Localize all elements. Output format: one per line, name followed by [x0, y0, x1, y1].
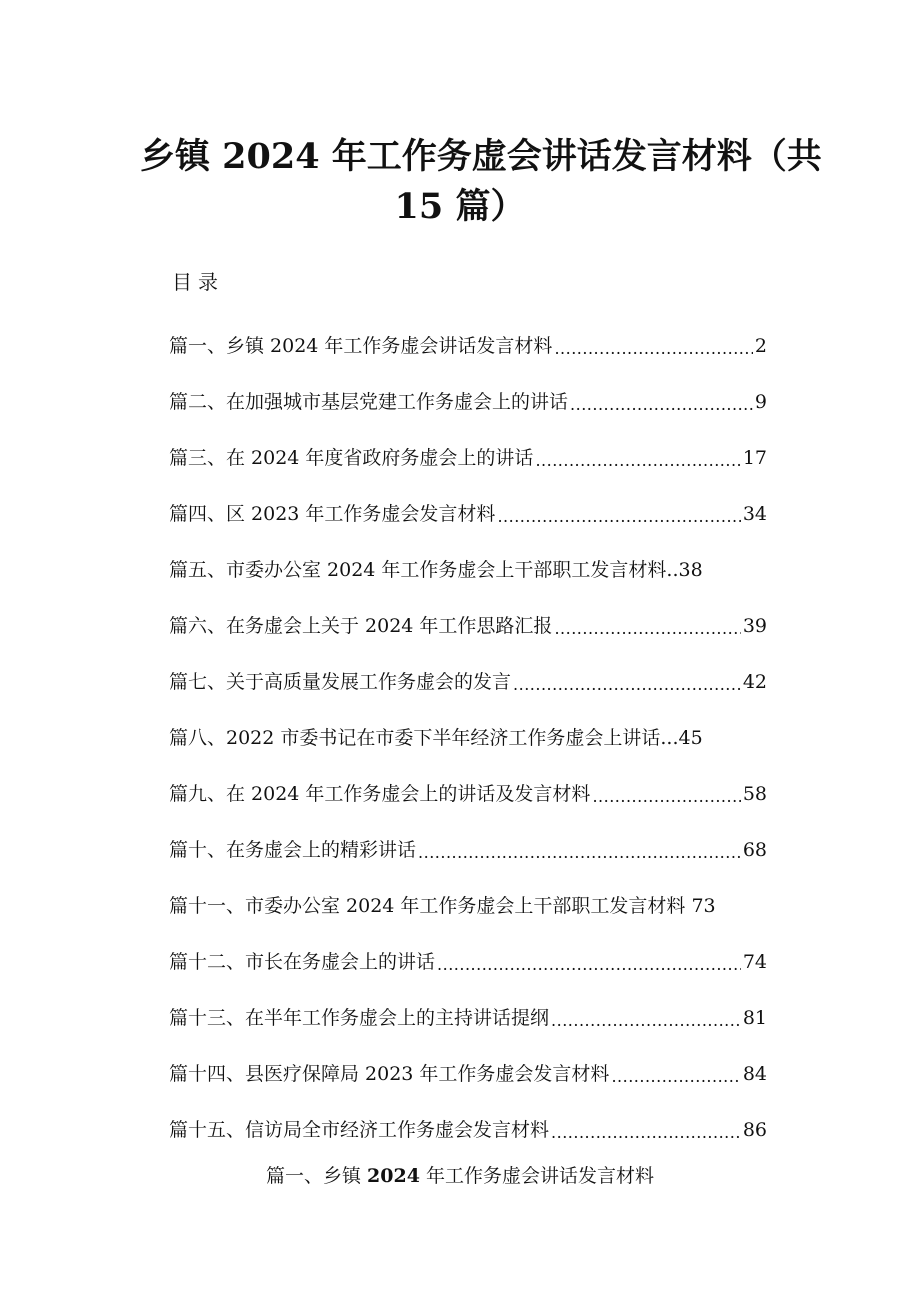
- toc-entry-7[interactable]: [169, 654, 767, 710]
- toc-entry-title: 篇十三、在半年工作务虚会上的主持讲话提纲: [169, 1007, 550, 1029]
- toc-leader: [551, 1006, 741, 1030]
- toc-entry-4[interactable]: [169, 486, 767, 542]
- toc-entry-page: 39: [742, 615, 767, 637]
- section-heading-prefix: 篇一、乡镇: [266, 1165, 368, 1187]
- toc-entry-page: 17: [742, 447, 767, 469]
- toc-entry-14[interactable]: [169, 1046, 767, 1102]
- toc-entry-page: 2: [754, 335, 767, 357]
- toc-entry-title: 篇十二、市长在务虚会上的讲话: [169, 951, 436, 973]
- toc-leader: [554, 614, 740, 638]
- toc-entry-page: 9: [754, 391, 767, 413]
- toc-entry-page: 42: [742, 671, 767, 693]
- toc-entry-page: 86: [742, 1119, 767, 1141]
- toc-entry-page: 81: [742, 1007, 767, 1029]
- toc-entry-title: 篇四、区 2023 年工作务虚会发言材料: [169, 503, 496, 525]
- toc-entry-5[interactable]: [169, 542, 767, 598]
- toc-entry-title: 篇八、2022 市委书记在市委下半年经济工作务虚会上讲话...45: [169, 727, 703, 749]
- toc-entry-3[interactable]: [169, 430, 767, 486]
- toc-entry-page: 74: [742, 951, 767, 973]
- toc-entry-page: 34: [742, 503, 767, 525]
- toc-entry-title: 篇二、在加强城市基层党建工作务虚会上的讲话: [169, 391, 569, 413]
- toc-leader: [592, 782, 740, 806]
- toc-entry-title: 篇三、在 2024 年度省政府务虚会上的讲话: [169, 447, 534, 469]
- toc-entry-title: 篇十五、信访局全市经济工作务虚会发言材料: [169, 1119, 550, 1141]
- table-of-contents: [169, 318, 767, 1158]
- toc-entry-6[interactable]: [169, 598, 767, 654]
- toc-heading: 目录: [172, 270, 224, 294]
- toc-entry-11[interactable]: [169, 878, 767, 934]
- toc-entry-title: 篇十一、市委办公室 2024 年工作务虚会上干部职工发言材料 73: [169, 895, 716, 917]
- section-heading-year: 2024: [367, 1165, 420, 1187]
- toc-entry-title: 篇十、在务虚会上的精彩讲话: [169, 839, 417, 861]
- toc-leader: [437, 950, 741, 974]
- page-title: [140, 132, 822, 232]
- toc-entry-15[interactable]: [169, 1102, 767, 1158]
- toc-leader: [497, 502, 740, 526]
- toc-entry-title: 篇九、在 2024 年工作务虚会上的讲话及发言材料: [169, 783, 591, 805]
- toc-entry-title: 篇六、在务虚会上关于 2024 年工作思路汇报: [169, 615, 553, 637]
- toc-entry-page: 84: [742, 1063, 767, 1085]
- toc-leader: [513, 670, 741, 694]
- toc-entry-title: 篇一、乡镇 2024 年工作务虚会讲话发言材料: [169, 335, 553, 357]
- toc-leader: [554, 334, 752, 358]
- section-heading: [0, 1162, 920, 1190]
- toc-leader: [570, 390, 753, 414]
- toc-entry-page: 68: [742, 839, 767, 861]
- page-title-line-1: 乡镇 2024 年工作务虚会讲话发言材料（共: [140, 136, 822, 177]
- toc-entry-10[interactable]: [169, 822, 767, 878]
- toc-entry-page: 58: [742, 783, 767, 805]
- toc-entry-12[interactable]: [169, 934, 767, 990]
- toc-leader: [535, 446, 740, 470]
- toc-entry-9[interactable]: [169, 766, 767, 822]
- toc-leader: [551, 1118, 741, 1142]
- toc-entry-1[interactable]: [169, 318, 767, 374]
- toc-leader: [418, 838, 741, 862]
- toc-entry-2[interactable]: [169, 374, 767, 430]
- toc-entry-title: 篇十四、县医疗保障局 2023 年工作务虚会发言材料: [169, 1063, 610, 1085]
- toc-entry-title: 篇五、市委办公室 2024 年工作务虚会上干部职工发言材料..38: [169, 559, 703, 581]
- page-title-line-2: 15 篇）: [394, 186, 526, 227]
- toc-entry-title: 篇七、关于高质量发展工作务虚会的发言: [169, 671, 512, 693]
- toc-leader: [611, 1062, 740, 1086]
- toc-entry-13[interactable]: [169, 990, 767, 1046]
- section-heading-suffix: 年工作务虚会讲话发言材料: [419, 1165, 654, 1187]
- toc-entry-8[interactable]: [169, 710, 767, 766]
